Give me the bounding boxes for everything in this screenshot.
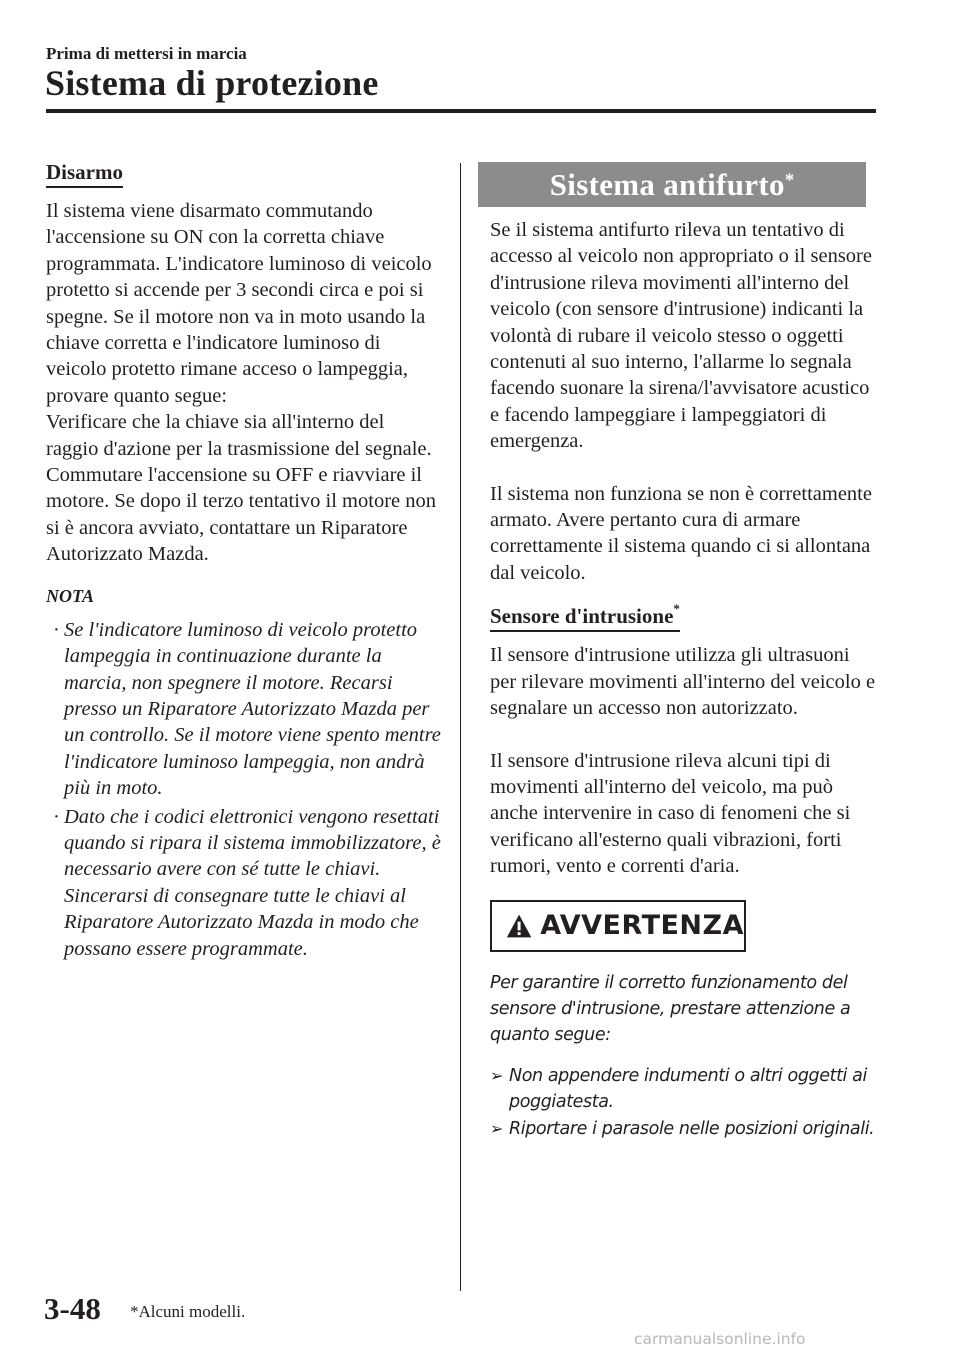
note-item-text: Se l'indicatore luminoso di veicolo protetto lampeggia in continuazione durante la marcia, non spegnere il motore. Recarsi presso un Riparatore Autorizzato Mazda per un controllo. Se il motore viene spento mentre l'indicatore luminoso lampeggia, non andrà più in moto. bbox=[64, 618, 441, 800]
left-column bbox=[46, 160, 441, 962]
page-title: Sistema di protezione bbox=[45, 63, 379, 103]
warning-triangle-icon bbox=[506, 912, 532, 940]
chapter-label: Prima di mettersi in marcia bbox=[46, 44, 247, 63]
sensor-heading-text: Sensore d'intrusione bbox=[490, 604, 674, 629]
right-column bbox=[490, 162, 880, 1142]
note-item-text: Dato che i codici elettronici vengono resettati quando si ripara il sistema immobilizzatore, è necessario avere con sé tutte le chiavi. Sincerarsi di consegnare tutte le chiavi al Riparatore Autorizzato Mazda in modo che possano essere programmate. bbox=[64, 805, 441, 960]
warning-item-text: Riportare i parasole nelle posizioni originali. bbox=[509, 1118, 875, 1139]
bullet-icon: · bbox=[53, 618, 60, 641]
sensor-paragraph-2: Il sensore d'intrusione rileva alcuni tipi di movimenti all'interno del veicolo, ma può anche intervenire in caso di fenomeni che si verificano all'esterno quali vibrazioni, forti rumori, vento e correnti d'aria. bbox=[490, 749, 851, 878]
banner-title: Sistema antifurto bbox=[549, 166, 785, 202]
section-heading-sensor bbox=[490, 601, 680, 632]
watermark: carmanualsonline.info bbox=[634, 1330, 806, 1348]
header-rule bbox=[46, 109, 876, 113]
note-item bbox=[46, 617, 441, 802]
column-divider bbox=[460, 163, 461, 1291]
sensor-footnote-star: * bbox=[673, 601, 680, 617]
sensor-paragraph-1: Il sensore d'intrusione utilizza gli ultrasuoni per rilevare movimenti all'interno del veicolo e segnalare un accesso non autorizzato. bbox=[490, 644, 876, 720]
banner-footnote-star: * bbox=[784, 169, 795, 191]
section-banner bbox=[478, 162, 866, 207]
page-number: 3-48 bbox=[44, 1291, 101, 1326]
note-label: NOTA bbox=[46, 585, 95, 606]
warning-item bbox=[490, 1116, 880, 1142]
arrow-bullet-icon: ➢ bbox=[490, 1118, 504, 1138]
warning-text: Per garantire il corretto funzionamento del sensore d'intrusione, prestare attenzione a quanto segue: bbox=[490, 972, 851, 1046]
warning-label: AVVERTENZA bbox=[540, 910, 744, 942]
warning-box bbox=[490, 900, 746, 952]
disarm-paragraph-2: Verificare che la chiave sia all'interno del raggio d'azione per la trasmissione del segnale. Commutare l'accensione su OFF e riavviare il motore. Se dopo il terzo tentativo il motore non si è ancora avviato, contattare un Riparatore Autorizzato Mazda. bbox=[46, 411, 436, 566]
bullet-icon: · bbox=[53, 805, 60, 828]
footnote: *Alcuni modelli. bbox=[130, 1302, 246, 1321]
section-heading-disarmo: Disarmo bbox=[46, 160, 123, 188]
arrow-bullet-icon: ➢ bbox=[490, 1065, 504, 1085]
note-item bbox=[46, 804, 441, 962]
disarm-paragraph: Il sistema viene disarmato commutando l'accensione su ON con la corretta chiave programmata. L'indicatore luminoso di veicolo protetto si accende per 3 secondi circa e poi si spegne. Se il motore non va in moto usando la chiave corretta e l'indicatore luminoso di veicolo protetto rimane acceso o lampeggia, provare quanto segue: bbox=[46, 200, 432, 407]
antitheft-paragraph-2: Il sistema non funziona se non è correttamente armato. Avere pertanto cura di armare correttamente il sistema quando ci si allontana dal veicolo. bbox=[490, 482, 872, 584]
warning-item bbox=[490, 1063, 880, 1116]
warning-item-text: Non appendere indumenti o altri oggetti ai poggiatesta. bbox=[509, 1065, 867, 1113]
antitheft-paragraph-1: Se il sistema antifurto rileva un tentativo di accesso al veicolo non appropriato o il sensore d'intrusione rileva movimenti all'interno del veicolo (con sensore d'intrusione) indicanti la volontà di rubare il veicolo stesso o oggetti contenuti al suo interno, l'allarme lo segnala facendo suonare la sirena/l'avvisatore acustico e facendo lampeggiare i lampeggiatori di emergenza. bbox=[490, 219, 872, 453]
